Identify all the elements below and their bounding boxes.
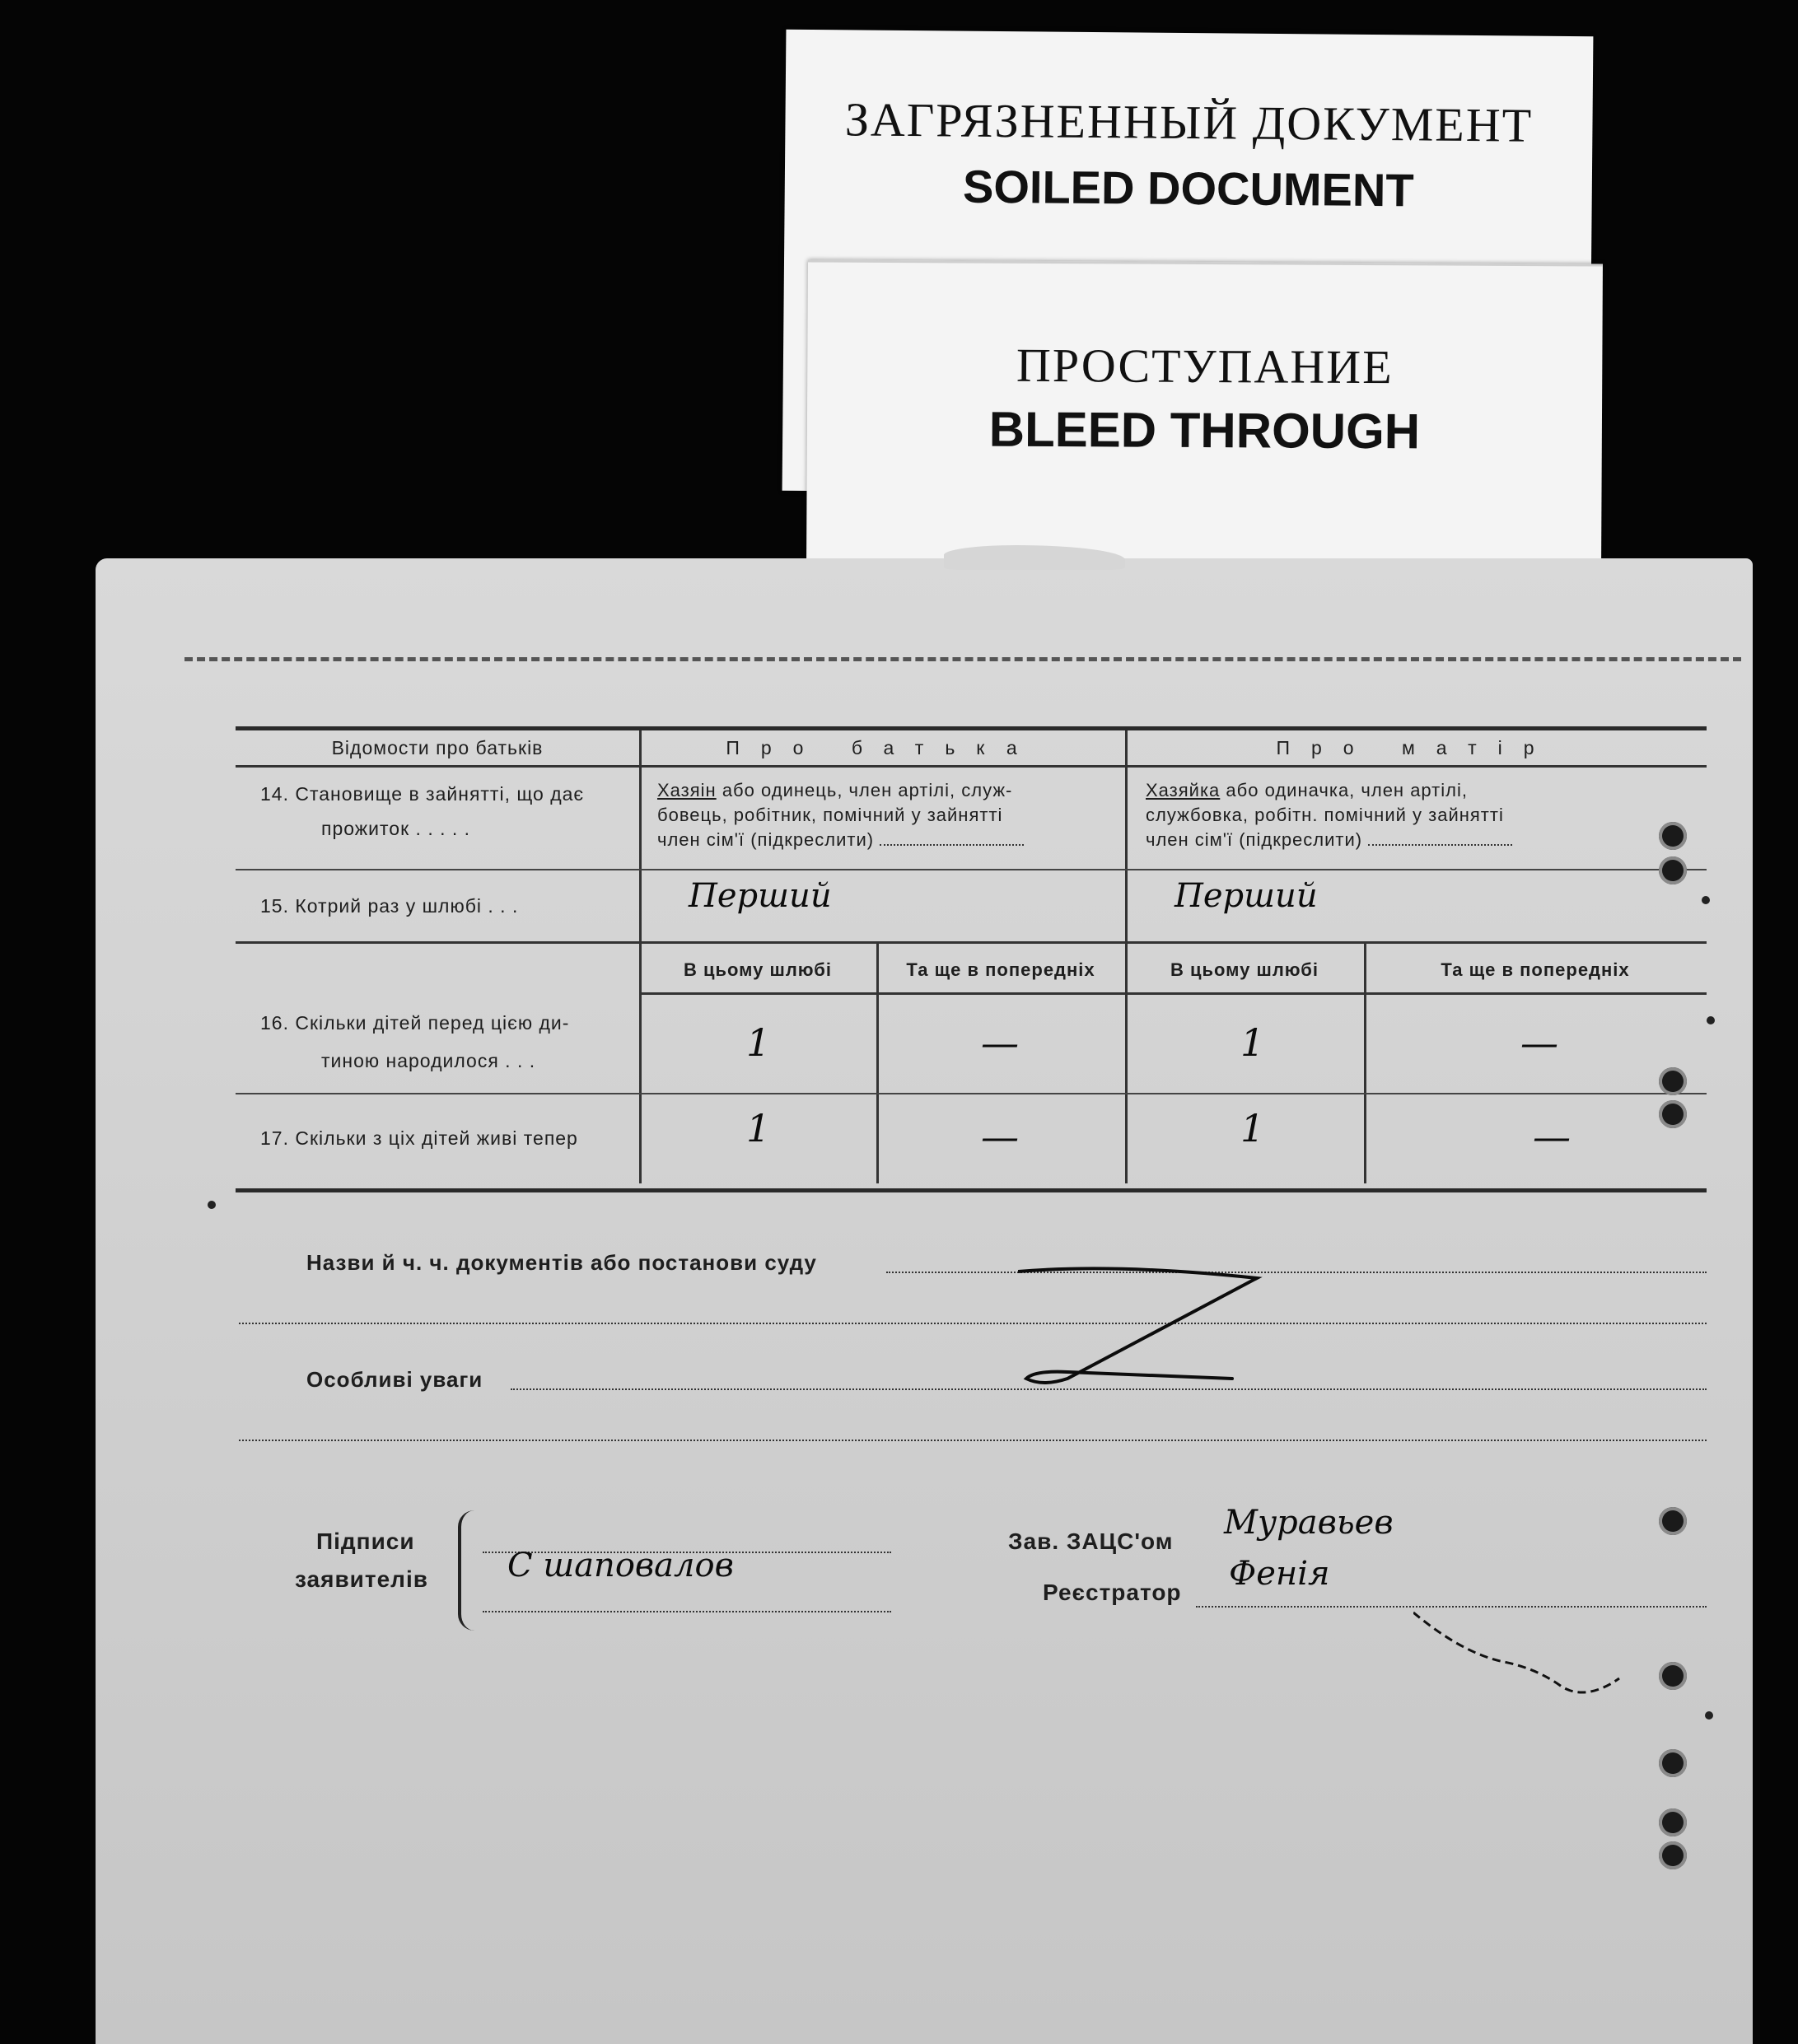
binder-hole [1659, 1507, 1687, 1535]
father-options-line1: або одинець, член артілі, служ- [716, 780, 1013, 800]
binder-hole [1659, 1749, 1687, 1777]
remarks-label: Особливі уваги [306, 1367, 483, 1392]
row16-father-previous-value: — [981, 1020, 1019, 1065]
bleed-notice-russian: ПРОСТУПАНИЕ [1016, 338, 1394, 394]
speck [1702, 896, 1710, 904]
row14-father-options [657, 778, 1107, 852]
documents-dotted-line [886, 1272, 1707, 1273]
table-rule [639, 992, 1707, 995]
form-sheet [96, 558, 1753, 2044]
row17-father-this-value: 1 [746, 1106, 771, 1150]
applicants-brace [458, 1510, 489, 1631]
binder-hole [1659, 1808, 1687, 1836]
father-underlined-option: Хазяін [657, 780, 717, 800]
binder-hole [1659, 1067, 1687, 1095]
row15-mother-handwritten: Перший [1175, 877, 1318, 915]
mother-underlined-option: Хазяйка [1146, 780, 1221, 800]
bleed-notice-english: BLEED THROUGH [988, 401, 1421, 460]
row15-label: 15. Котрий раз у шлюбі . . . [260, 895, 519, 917]
subheader-father-this: В цьому шлюбі [683, 959, 833, 980]
mother-options-line3: член сім'ї (підкреслити) [1146, 829, 1363, 850]
row17-father-previous-value: — [981, 1114, 1019, 1159]
speck [208, 1201, 216, 1209]
crossout-stroke [1018, 1255, 1282, 1395]
table-rule [236, 941, 1707, 944]
row14-mother-options [1146, 778, 1693, 852]
mother-options-line2: службовка, робітн. помічний у зайнятті [1146, 805, 1504, 825]
binder-hole [1659, 1100, 1687, 1128]
registrar-signature-flourish [1413, 1604, 1628, 1703]
documents-dotted-line-2 [239, 1323, 1707, 1324]
table-rule [236, 869, 1707, 870]
subheader-father-previous: Та ще в попередніх [906, 959, 1095, 980]
mother-options-line1: або одиначка, член артілі, [1220, 780, 1468, 800]
header-father: Про батька [726, 737, 1039, 758]
dotted-fill [1368, 828, 1512, 846]
binder-hole [1659, 1662, 1687, 1690]
row17-mother-previous-value: — [1533, 1114, 1571, 1159]
speck [1707, 1016, 1715, 1024]
remarks-dotted-line-2 [239, 1440, 1707, 1441]
row17-mother-this-value: 1 [1240, 1106, 1265, 1150]
binder-hole [1659, 822, 1687, 850]
parents-info-table [236, 726, 1707, 1192]
table-rule [236, 765, 1707, 768]
header-info: Відомости про батьків [331, 737, 544, 758]
father-options-line2: бовець, робітник, помічний у зайнятті [657, 805, 1003, 825]
father-options-line3: член сім'ї (підкреслити) [657, 829, 875, 850]
head-of-office-signature: Муравьев [1224, 1504, 1394, 1542]
row14-label-line1: 14. Становище в зайнятті, що дає [260, 783, 585, 805]
row14-label-line2: прожиток . . . . . [321, 818, 471, 839]
perforation-line [184, 657, 1741, 661]
row16-label-line2: тиною народилося . . . [321, 1050, 536, 1071]
row16-mother-this-value: 1 [1240, 1020, 1265, 1065]
head-of-office-label: Зав. ЗАЦС'ом [1008, 1528, 1174, 1554]
binder-hole [1659, 1841, 1687, 1869]
subheader-mother-previous: Та ще в попередніх [1441, 959, 1630, 980]
applicants-label-line2: заявителів [295, 1566, 428, 1592]
applicant-signature-line-2 [483, 1611, 891, 1612]
row16-father-this-value: 1 [746, 1020, 771, 1065]
applicant-signature: С шаповалов [507, 1547, 734, 1584]
soiled-notice-english: SOILED DOCUMENT [962, 160, 1414, 217]
binder-hole [1659, 856, 1687, 884]
subheader-mother-this: В цьому шлюбі [1170, 959, 1319, 980]
dotted-fill [880, 828, 1024, 846]
speck [1705, 1711, 1713, 1720]
row15-father-handwritten: Перший [689, 877, 832, 915]
bleed-through-notice [806, 259, 1603, 571]
table-rule [236, 1093, 1707, 1094]
applicants-label-line1: Підписи [316, 1528, 415, 1554]
row14-label [260, 778, 631, 844]
registrar-label: Реєстратор [1043, 1580, 1182, 1605]
row16-label-line1: 16. Скільки дітей перед цією ди- [260, 1012, 570, 1034]
row16-mother-previous-value: — [1520, 1020, 1558, 1065]
soiled-notice-russian: ЗАГРЯЗНЕННЫЙ ДОКУМЕНТ [844, 92, 1534, 152]
registrar-signature: Фенія [1229, 1555, 1330, 1593]
documents-label: Назви й ч. ч. документів або постанови суду [306, 1250, 817, 1275]
row17-label: 17. Скільки з ціх дітей живі тепер [260, 1127, 578, 1149]
header-mother: Про матір [1276, 737, 1556, 758]
row16-label [260, 1007, 631, 1076]
